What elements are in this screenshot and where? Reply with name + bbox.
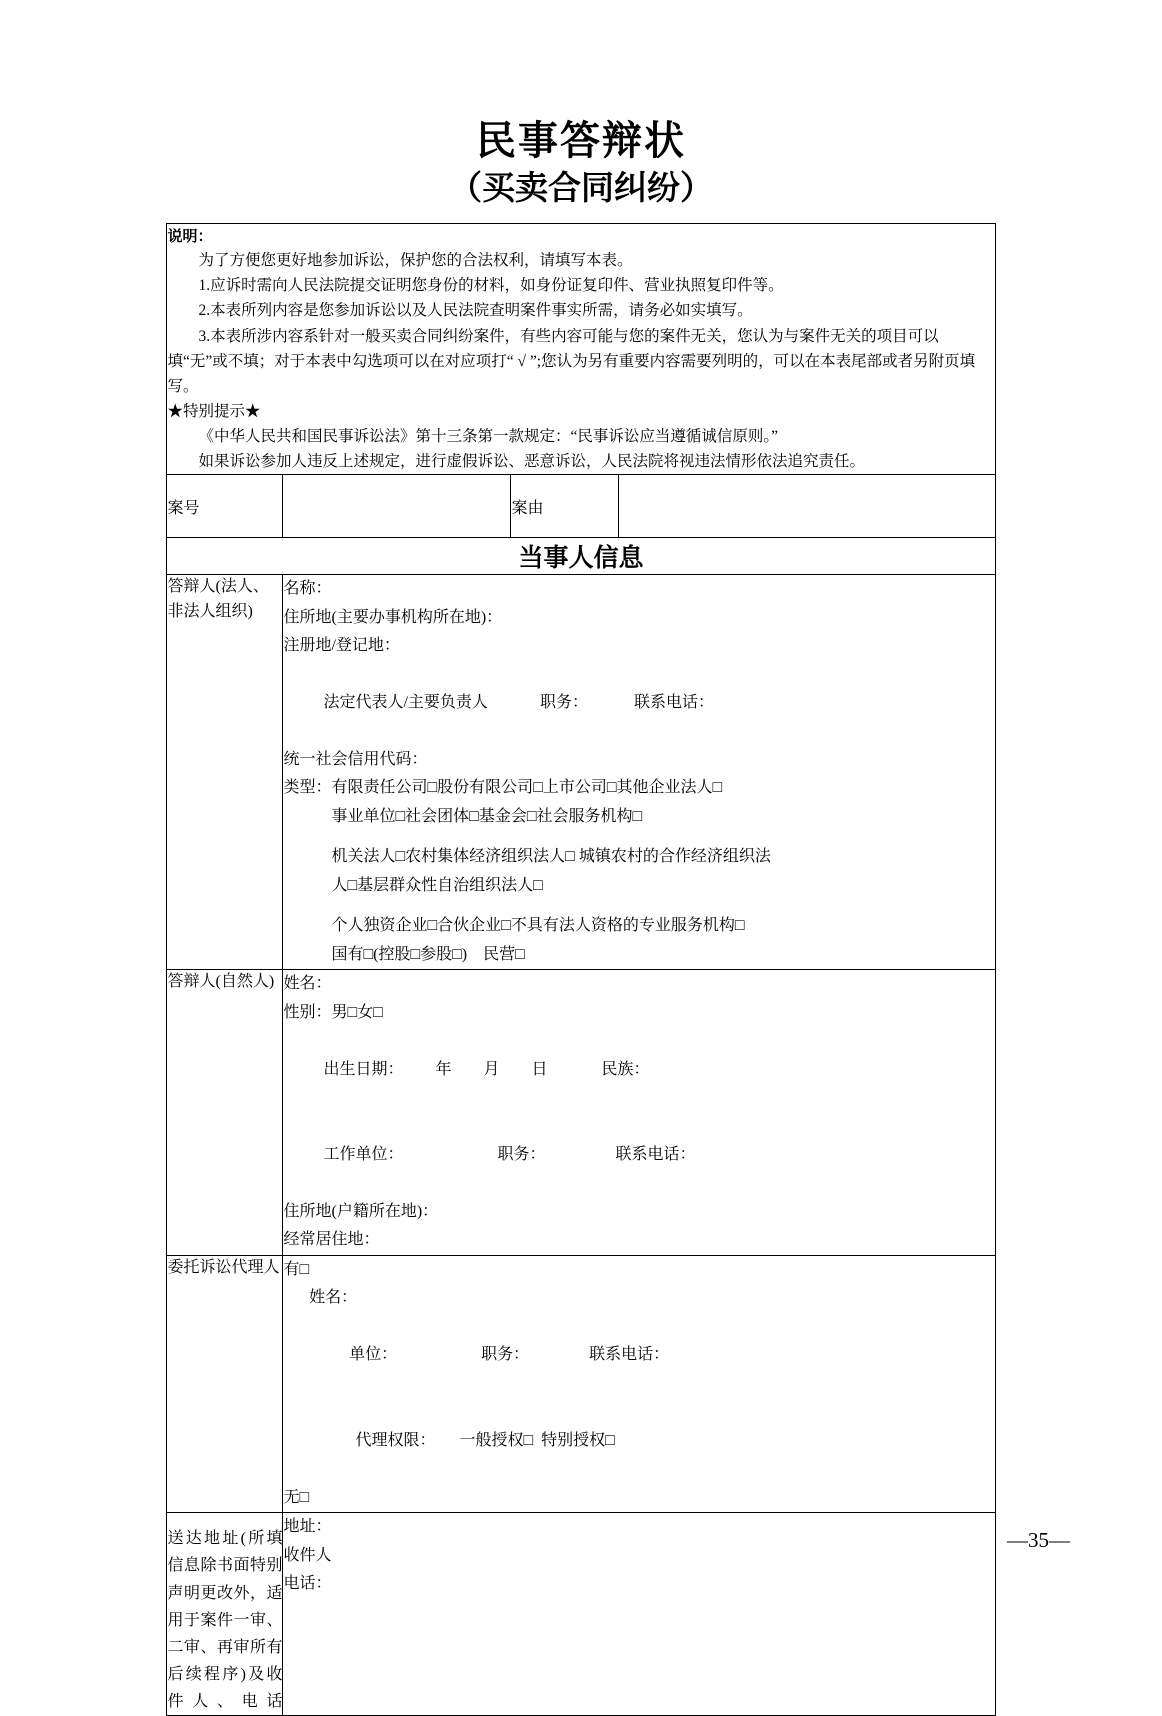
instruction-line-5: 《中华人民共和国民事诉讼法》第十三条第一款规定：“民事诉讼应当遵循诚信原则。” [198,427,778,445]
service-address-row [167,1513,995,1716]
instruction-line-3: 3.本表所涉内容系针对一般买卖合同纠纷案件，有些内容可能与您的案件无关，您认为与案件无关的项目可以填“无”或不填；对于本表中勾选项可以在对应项打“ √ ”;您认为另有重要内容需要列明的，可以在本表尾部或者另附页填写。 [167,327,976,395]
instruction-line-2: 2.本表所列内容是您参加诉讼以及人民法院查明案件事实所需，请务必如实填写。 [198,302,753,320]
type-line-4[interactable]: 个人独资企业□合伙企业□不具有法人资格的专业服务机构□ [331,917,745,935]
cause-field[interactable] [619,475,995,538]
natural-field-domicile[interactable]: 住所地(户籍所在地)： [283,1203,439,1221]
service-address-label: 送达地址(所填信息除书面特别声明更改外，适用于案件一审、 二审、再审所有后续程序)及收 件人、电话 [167,1513,283,1716]
title-block [0,0,1162,211]
respondent-natural-fields [283,970,995,1256]
party-section-title: 当事人信息 [167,538,995,575]
agent-authority-row [283,1398,994,1483]
natural-work-row [283,1113,994,1198]
agent-field-unit[interactable]: 单位： [349,1346,398,1364]
agent-authority-general[interactable]: 一般授权□ [459,1431,534,1449]
party-section-header-row [167,538,995,575]
service-address-fields [283,1513,995,1716]
agent-contact-row [283,1313,994,1398]
page-subtitle: （买卖合同纠纷） [449,171,713,207]
cause-label: 案由 [511,475,619,538]
respondent-natural-label: 答辩人(自然人) [167,970,283,1256]
field-position[interactable]: 职务： [539,694,588,712]
natural-field-gender[interactable]: 性别：男□女□ [283,1003,383,1021]
field-registration[interactable]: 注册地/登记地： [283,637,400,655]
field-legal-rep-row [283,661,994,746]
agent-authority-special[interactable]: 特别授权□ [541,1431,615,1449]
page-number: —35— [1007,1528,1070,1552]
type-line-3[interactable]: 人□基层群众性自治组织法人□ [331,876,543,894]
field-name[interactable]: 名称： [283,580,332,598]
field-domicile[interactable]: 住所地(主要办事机构所在地)： [283,608,503,626]
service-field-address[interactable]: 地址： [283,1518,332,1536]
type-line-2[interactable]: 机关法人□农村集体经济组织法人□ 城镇农村的合作经济组织法 [331,848,771,866]
case-number-label: 案号 [167,475,283,538]
natural-field-name[interactable]: 姓名： [283,975,332,993]
agent-field-phone[interactable]: 联系电话： [589,1346,670,1364]
instruction-line-1: 1.应诉时需向人民法院提交证明您身份的材料，如身份证复印件、营业执照复印件等。 [198,277,784,295]
service-spacer [283,1599,994,1611]
service-field-recipient[interactable]: 收件人 [283,1546,332,1564]
natural-field-phone[interactable]: 联系电话： [615,1146,696,1164]
natural-field-ethnicity[interactable]: 民族： [601,1060,650,1078]
respondent-natural-row [167,970,995,1256]
instructions-row [167,223,995,474]
natural-field-birth[interactable]: 出生日期： 年 月 日 [323,1060,548,1078]
agent-field-name[interactable]: 姓名： [309,1289,358,1307]
agent-has-option[interactable]: 有□ [283,1260,310,1278]
agent-field-position[interactable]: 职务： [481,1346,530,1364]
instruction-line-0: 为了方便您更好地参加诉讼，保护您的合法权利，请填写本表。 [198,252,633,270]
page-title: 民事答辩状 [476,118,686,164]
type-line-1[interactable]: 事业单位□社会团体□基金会□社会服务机构□ [331,807,643,825]
field-phone[interactable]: 联系电话： [633,694,714,712]
case-info-row [167,475,995,538]
agent-fields [283,1255,995,1512]
natural-birth-row [283,1027,994,1112]
respondent-legal-row [167,575,995,970]
agent-row [167,1255,995,1512]
agent-none-option[interactable]: 无□ [283,1488,310,1506]
type-line-0[interactable]: 类型：有限责任公司□股份有限公司□上市公司□其他企业法人□ [283,779,723,797]
case-number-field[interactable] [283,475,511,538]
instruction-line-6: 如果诉讼参加人违反上述规定，进行虚假诉讼、恶意诉讼，人民法院将视违法情形依法追究责任。 [198,453,865,471]
instruction-line-4: ★特别提示★ [167,402,261,420]
agent-authority-label: 代理权限： [355,1431,436,1449]
service-field-phone[interactable]: 电话： [283,1575,332,1593]
type-spacer-2 [283,900,994,912]
instructions-cell [167,223,995,474]
instructions-heading: 说明： [167,226,213,245]
natural-field-position[interactable]: 职务： [497,1146,546,1164]
field-legal-rep[interactable]: 法定代表人/主要负责人 [323,694,488,712]
agent-label: 委托诉讼代理人 [167,1255,283,1512]
type-spacer-1 [283,831,994,843]
respondent-legal-fields [283,575,995,970]
field-credit-code[interactable]: 统一社会信用代码： [283,750,428,768]
natural-field-residence[interactable]: 经常居住地： [283,1231,380,1249]
respondent-legal-label: 答辩人(法人、非法人组织) [167,575,283,970]
type-line-5[interactable]: 国有□(控股□参股□) 民营□ [331,945,525,963]
natural-field-work-unit[interactable]: 工作单位： [323,1146,404,1164]
respondent-form-table [166,223,995,1716]
